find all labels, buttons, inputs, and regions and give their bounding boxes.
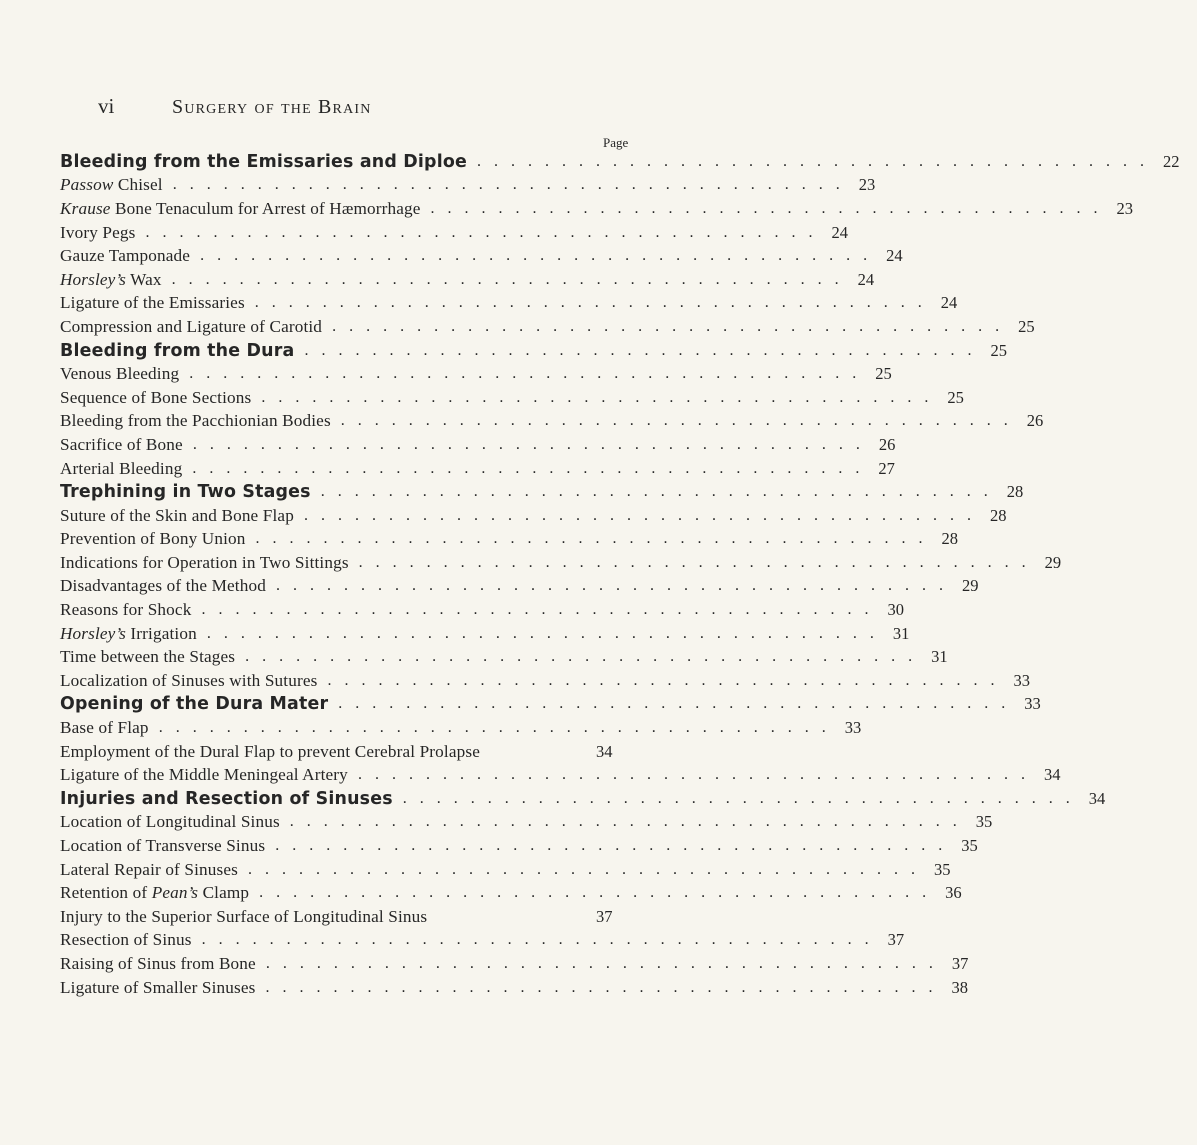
dot-leader: ........................................ (192, 459, 873, 477)
toc-entry-label-part: Clamp (198, 883, 250, 903)
toc-entry (60, 669, 1030, 693)
toc-entry (60, 457, 895, 481)
toc-entry-label: Injuries and Resection of Sinuses (60, 788, 393, 809)
toc-entry-label: Sacrifice of Bone (60, 434, 183, 454)
dot-leader: ........................................ (338, 695, 1019, 713)
toc-entry-label-part: Bone Tenaculum for Arrest of Hæmorrhage (110, 198, 421, 218)
toc-entry (60, 528, 958, 552)
toc-entry-label-part: Pean’s (151, 883, 199, 903)
toc-page-number: 25 (947, 387, 964, 407)
toc-entry (60, 598, 904, 622)
toc-entry-label: Location of Longitudinal Sinus (60, 812, 280, 832)
toc-entry (60, 952, 969, 976)
page-header (98, 94, 372, 124)
toc-entry (60, 763, 1061, 787)
toc-page-number: 37 (951, 953, 969, 973)
toc-entry-label: Venous Bleeding (60, 364, 180, 384)
toc-entry (60, 645, 948, 669)
toc-page-number: 35 (961, 836, 978, 856)
table-of-contents (60, 150, 1180, 999)
toc-section-heading (60, 339, 1007, 363)
toc-entry (60, 433, 896, 457)
toc-entry (60, 244, 903, 268)
toc-entry (60, 575, 979, 599)
toc-page-number: 28 (941, 529, 958, 549)
page-column-label: Page (603, 135, 629, 150)
toc-entry (60, 410, 1044, 434)
dot-leader: ........................................ (265, 978, 946, 996)
dot-leader: ........................................ (327, 671, 1008, 689)
dot-leader: ........................................ (477, 152, 1158, 170)
toc-entry-label-part: Krause (60, 198, 111, 218)
toc-entry (60, 268, 875, 292)
toc-entry-label: Trephining in Two Stages (60, 482, 311, 503)
toc-entry-label: Employment of the Dural Flap to prevent Cerebral Prolapse (60, 741, 480, 761)
toc-page-number: 23 (858, 175, 876, 195)
dot-leader: ........................................ (430, 199, 1111, 217)
toc-entry-label-part: Retention of (60, 883, 152, 903)
running-title: Surgery of the Brain (172, 96, 372, 118)
toc-page-number: 33 (1013, 670, 1030, 690)
dot-leader: ........................................ (145, 223, 826, 241)
toc-page-number: 24 (940, 293, 958, 313)
toc-page-number: 38 (951, 977, 968, 997)
toc-entry-label: Reasons for Shock (60, 600, 192, 620)
toc-entry-label: Resection of Sinus (60, 930, 192, 950)
dot-leader: ........................................ (265, 954, 946, 972)
dot-leader: ........................................ (261, 388, 942, 406)
toc-entry (60, 292, 958, 316)
dot-leader: ........................................ (275, 837, 956, 855)
toc-page-number: 36 (945, 883, 962, 903)
dot-leader: ........................................ (357, 766, 1038, 784)
toc-page-number: 25 (990, 340, 1007, 360)
dot-leader: ........................................ (303, 506, 984, 524)
dot-leader: ........................................ (206, 624, 887, 642)
toc-entry-label-part: Wax (125, 269, 162, 289)
toc-entry-label: Indications for Operation in Two Sittings (60, 552, 349, 572)
toc-entry (60, 197, 1134, 221)
toc-page-number: 26 (1026, 411, 1044, 431)
toc-entry-label: Ligature of Smaller Sinuses (60, 977, 256, 997)
dot-leader: ........................................ (304, 341, 985, 359)
toc-section-heading (60, 480, 1024, 504)
dot-leader: ........................................ (340, 412, 1021, 430)
toc-page-number: 33 (844, 718, 862, 738)
toc-entry-label: Prevention of Bony Union (60, 529, 246, 549)
toc-page-number: 28 (989, 505, 1007, 525)
toc-entry (60, 386, 964, 410)
toc-entry (60, 551, 1062, 575)
toc-entry-label (60, 624, 197, 644)
toc-page-number: 28 (1006, 482, 1024, 502)
dot-leader: ........................................ (192, 435, 873, 453)
toc-entry-label (60, 883, 249, 903)
toc-page-number: 24 (886, 246, 903, 266)
dot-leader: ........................................ (158, 719, 839, 737)
toc-entry-label: Suture of the Skin and Bone Flap (60, 505, 294, 525)
toc-entry-label: Lateral Repair of Sinuses (60, 859, 238, 879)
dot-leader: ........................................ (201, 601, 882, 619)
toc-entry-label: Gauze Tamponade (60, 246, 191, 266)
toc-entry (60, 858, 951, 882)
toc-entry (60, 834, 978, 858)
toc-entry-label: Raising of Sinus from Bone (60, 953, 256, 973)
toc-page-number: 23 (1116, 198, 1134, 218)
toc-page-number: 30 (887, 600, 904, 620)
toc-page-number: 34 (1088, 788, 1106, 808)
toc-entry (60, 881, 962, 905)
dot-leader: ........................................ (289, 813, 970, 831)
toc-entry (60, 622, 910, 646)
toc-entry-label-part: Horsley’s (60, 623, 126, 643)
toc-entry-label-part: Horsley’s (60, 269, 126, 289)
dot-leader: ........................................ (358, 553, 1039, 571)
dot-leader: ........................................ (320, 483, 1001, 501)
toc-page-number: 25 (1018, 316, 1035, 336)
toc-entry-label: Bleeding from the Emissaries and Diploe (60, 151, 468, 172)
toc-entry-label: Arterial Bleeding (60, 458, 183, 478)
toc-entry-label: Localization of Sinuses with Sutures (60, 670, 318, 690)
dot-leader: ........................................ (332, 317, 1013, 335)
toc-page-number: 25 (875, 364, 892, 384)
toc-entry-label-part: Chisel (113, 175, 163, 195)
toc-section-heading (60, 150, 1180, 174)
toc-entry (60, 315, 1035, 339)
dot-leader: ........................................ (255, 530, 936, 548)
toc-entry-label (60, 199, 421, 219)
toc-page-number: 24 (831, 222, 848, 242)
toc-entry-label: Disadvantages of the Method (60, 576, 266, 596)
toc-page-number: 34 (1043, 765, 1061, 785)
toc-page-number: 34 (596, 741, 613, 761)
dot-leader: ........................................ (247, 860, 928, 878)
toc-page-number: 29 (1044, 552, 1062, 572)
toc-page-number: 22 (1163, 151, 1180, 171)
toc-entry (60, 504, 1007, 528)
toc-entry-label: Bleeding from the Pacchionian Bodies (60, 411, 331, 431)
dot-leader: ........................................ (245, 648, 926, 666)
toc-entry-label: Sequence of Bone Sections (60, 387, 252, 407)
toc-entry-label: Opening of the Dura Mater (60, 694, 329, 715)
toc-page-number: 29 (961, 576, 979, 596)
toc-entry-label-part: Passow (60, 175, 114, 195)
toc-page-number: 26 (878, 434, 896, 454)
toc-page-number: 35 (975, 812, 993, 832)
toc-entry-label: Bleeding from the Dura (60, 340, 295, 361)
dot-leader: ........................................ (201, 931, 882, 949)
dot-leader: ........................................ (172, 176, 853, 194)
dot-leader: ........................................ (189, 365, 870, 383)
toc-entry (60, 905, 630, 929)
dot-leader: ........................................ (402, 789, 1083, 807)
toc-entry-label-part: Irrigation (125, 623, 197, 643)
toc-entry (60, 976, 968, 1000)
toc-entry-label (60, 270, 162, 290)
toc-entry-label (60, 175, 163, 195)
toc-entry-label: Time between the Stages (60, 647, 236, 667)
toc-entry-label: Ligature of the Emissaries (60, 293, 245, 313)
toc-section-heading (60, 787, 1106, 811)
toc-page-number: 24 (857, 269, 875, 289)
dot-leader: ........................................ (259, 884, 940, 902)
toc-section-heading (60, 693, 1041, 717)
toc-entry (60, 740, 630, 764)
toc-page-number: 37 (887, 930, 905, 950)
dot-leader: ........................................ (254, 294, 935, 312)
toc-page-number: 35 (933, 859, 951, 879)
dot-leader: ........................................ (171, 270, 852, 288)
toc-entry (60, 362, 892, 386)
toc-entry-label: Ligature of the Middle Meningeal Artery (60, 765, 348, 785)
toc-page-number: 37 (596, 906, 613, 926)
dot-leader: ........................................ (275, 577, 956, 595)
toc-entry (60, 929, 905, 953)
toc-page-number: 27 (878, 458, 895, 478)
toc-entry-label: Ivory Pegs (60, 222, 136, 242)
folio-number: vi (98, 94, 115, 118)
toc-entry (60, 174, 876, 198)
toc-entry (60, 811, 993, 835)
toc-page-number: 31 (892, 623, 910, 643)
toc-page-number: 31 (931, 647, 948, 667)
toc-page-number: 33 (1024, 694, 1041, 714)
toc-entry (60, 221, 848, 245)
dot-leader: ........................................ (200, 247, 881, 265)
toc-entry (60, 716, 862, 740)
toc-entry-label: Base of Flap (60, 718, 149, 738)
toc-entry-label: Location of Transverse Sinus (60, 836, 266, 856)
toc-entry-label: Injury to the Superior Surface of Longitudinal Sinus (60, 906, 428, 926)
toc-entry-label: Compression and Ligature of Carotid (60, 316, 323, 336)
